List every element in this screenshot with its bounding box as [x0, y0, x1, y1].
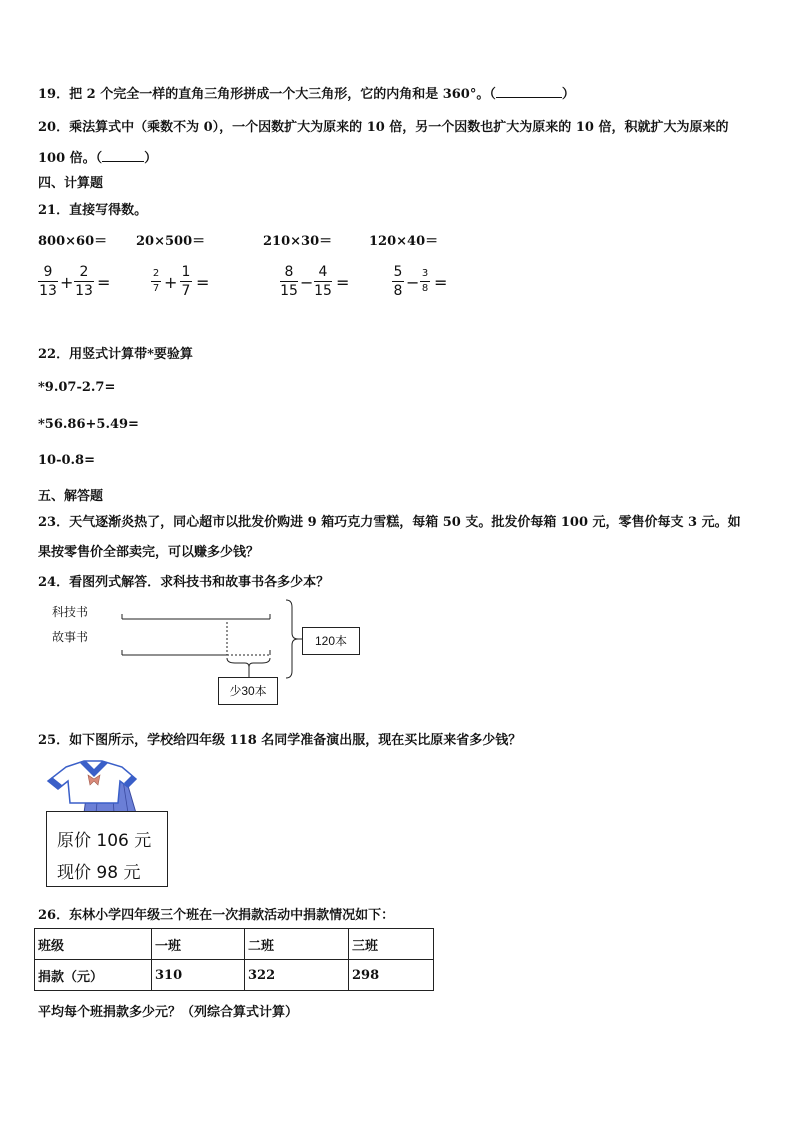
answer-blank-19[interactable]: [496, 85, 562, 98]
fraction: 2 13: [75, 264, 93, 299]
fraction: 2 7: [152, 268, 160, 294]
question-25-title: 25．如下图所示，学校给四年级 118 名同学准备演出服，现在买比原来省多少钱？: [38, 733, 522, 748]
operator: +: [164, 273, 178, 292]
fraction: 8 15: [280, 264, 298, 299]
question-22-title: 22．用竖式计算带*要验算: [38, 347, 193, 362]
table-row: [35, 960, 434, 991]
label-tech-books: 科技书: [52, 605, 89, 619]
vertical-calc-item: *9.07-2.7=: [38, 380, 116, 395]
operator: +: [60, 273, 74, 292]
table-cell: 捐款（元）: [35, 960, 152, 991]
label-story-books: 故事书: [52, 630, 89, 644]
operator: −: [300, 273, 314, 292]
fraction: 1 7: [181, 264, 191, 299]
section-heading-5: 五、解答题: [38, 489, 104, 504]
uniform-illustration: [44, 757, 144, 815]
table-cell: 310: [152, 960, 245, 991]
fraction: 5 8: [393, 264, 403, 299]
table-cell: 322: [245, 960, 349, 991]
question-20-line2: 100 倍。（ ）: [38, 151, 158, 166]
calc-item: 800×60＝: [38, 234, 108, 249]
table-cell: 298: [349, 960, 434, 991]
question-21-title: 21．直接写得数。: [38, 203, 148, 218]
original-price: 原价 106 元: [57, 831, 152, 851]
question-24-title: 24．看图列式解答．求科技书和故事书各多少本？: [38, 575, 330, 590]
equals-sign: =: [434, 273, 448, 292]
calc-item: 120×40＝: [369, 234, 439, 249]
fraction: 9 13: [39, 264, 57, 299]
fraction: 3 8: [421, 268, 429, 294]
question-23-line2: 果按零售价全部卖完，可以赚多少钱？: [38, 545, 260, 560]
equals-sign: =: [336, 273, 350, 292]
total-box: 120本: [302, 627, 360, 655]
calc-item: 20×500＝: [136, 234, 206, 249]
difference-box: 少30本: [218, 677, 278, 705]
table-cell: 一班: [152, 929, 245, 960]
line-segment-diagram: [110, 595, 310, 710]
question-26-title: 26．东林小学四年级三个班在一次捐款活动中捐款情况如下：: [38, 908, 395, 923]
calc-item: 210×30＝: [263, 234, 333, 249]
section-heading-4: 四、计算题: [38, 176, 104, 191]
question-19-text: 19．把 2 个完全一样的直角三角形拼成一个大三角形，它的内角和是 360°。（: [38, 87, 496, 102]
operator: −: [406, 273, 420, 292]
price-box: [46, 811, 168, 887]
question-19: 19．把 2 个完全一样的直角三角形拼成一个大三角形，它的内角和是 360°。（ ）: [38, 87, 575, 102]
donation-table: [34, 928, 434, 991]
question-26-ask: 平均每个班捐款多少元？（列综合算式计算）: [38, 1005, 299, 1020]
question-23-line1: 23．天气逐渐炎热了，同心超市以批发价购进 9 箱巧克力雪糕，每箱 50 支。批发价每箱 100 元，零售价每支 3 元。如: [38, 515, 741, 530]
vertical-calc-item: *56.86+5.49=: [38, 417, 139, 432]
equals-sign: =: [97, 273, 111, 292]
table-row: [35, 929, 434, 960]
vertical-calc-item: 10-0.8=: [38, 453, 95, 468]
table-cell: 三班: [349, 929, 434, 960]
current-price: 现价 98 元: [57, 863, 141, 883]
fraction: 4 15: [314, 264, 332, 299]
table-cell: 班级: [35, 929, 152, 960]
answer-blank-20[interactable]: [102, 149, 144, 162]
question-20-line1: 20．乘法算式中（乘数不为 0），一个因数扩大为原来的 10 倍，另一个因数也扩大为原来的 10 倍，积就扩大为原来的: [38, 120, 729, 135]
table-cell: 二班: [245, 929, 349, 960]
equals-sign: =: [196, 273, 210, 292]
